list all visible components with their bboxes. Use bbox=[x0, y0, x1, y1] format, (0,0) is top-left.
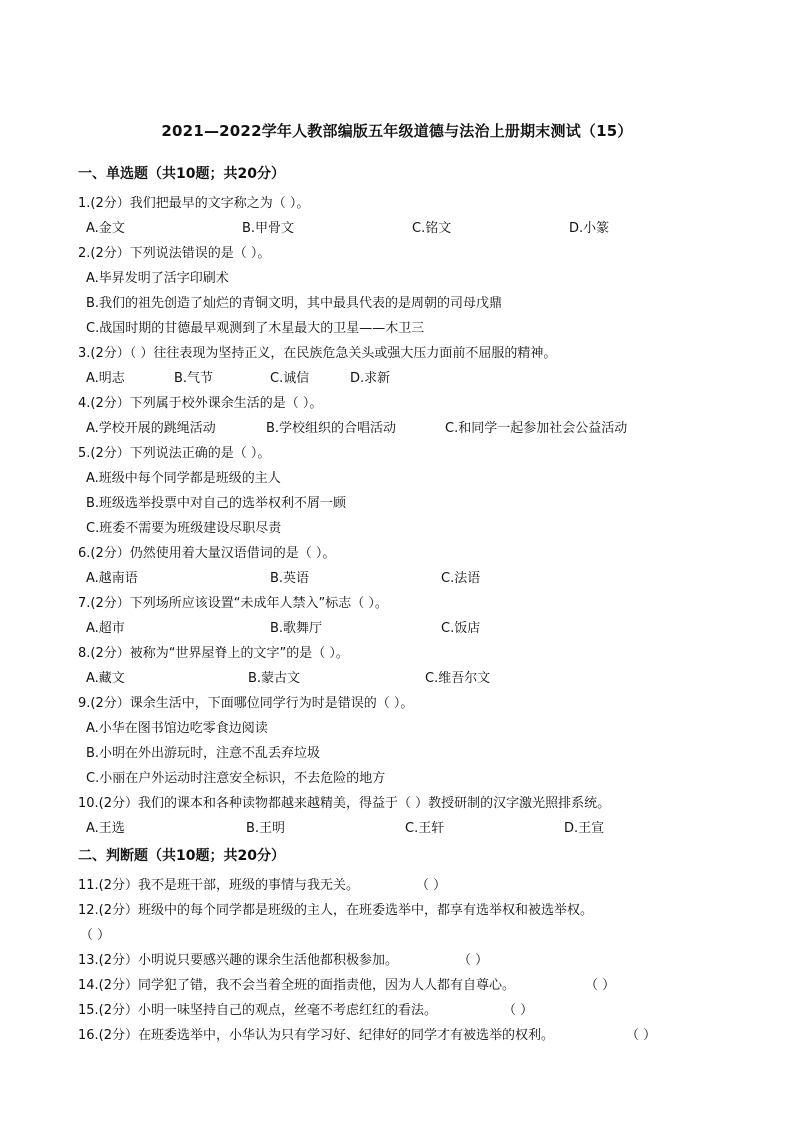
section-heading-single-choice: 一、单选题（共10题；共20分） bbox=[78, 166, 285, 182]
question-10-option-b: B.王明 bbox=[246, 821, 286, 836]
question-9-option-a: A.小华在图书馆边吃零食边阅读 bbox=[86, 721, 268, 736]
question-13-answer-blank: （ ） bbox=[458, 953, 489, 968]
question-5-stem: 5.(2分）下列说法正确的是（ ）。 bbox=[78, 446, 271, 461]
question-14-stem: 14.(2分）同学犯了错，我不会当着全班的面指责他，因为人人都有自尊心。 bbox=[78, 978, 516, 993]
question-8-stem: 8.(2分）被称为“世界屋脊上的文字”的是（ ）。 bbox=[78, 646, 349, 661]
question-9-stem: 9.(2分）课余生活中，下面哪位同学行为时是错误的（ ）。 bbox=[78, 696, 414, 711]
question-10-option-d: D.王宣 bbox=[564, 821, 605, 836]
question-2-option-c: C.战国时期的甘德最早观测到了木星最大的卫星——木卫三 bbox=[86, 321, 425, 336]
question-6-option-b: B.英语 bbox=[270, 571, 310, 586]
question-13-stem: 13.(2分）小明说只要感兴趣的课余生活他都积极参加。 bbox=[78, 953, 399, 968]
question-14-answer-blank: （ ） bbox=[585, 978, 616, 993]
question-6-option-a: A.越南语 bbox=[86, 571, 138, 586]
question-2-option-b: B.我们的祖先创造了灿烂的青铜文明，其中最具代表的是周朝的司母戊鼎 bbox=[86, 296, 503, 311]
question-16-answer-blank: （ ） bbox=[626, 1028, 657, 1043]
question-4-option-c: C.和同学一起参加社会公益活动 bbox=[445, 421, 628, 436]
page-title: 2021—2022学年人教部编版五年级道德与法治上册期末测试（15） bbox=[161, 122, 633, 140]
question-7-option-a: A.超市 bbox=[86, 621, 125, 636]
question-15-stem: 15.(2分）小明一味坚持自己的观点，丝毫不考虑红红的看法。 bbox=[78, 1003, 438, 1018]
question-3-option-a: A.明志 bbox=[86, 371, 125, 386]
question-4-option-b: B.学校组织的合唱活动 bbox=[266, 421, 397, 436]
question-1-option-d: D.小篆 bbox=[569, 221, 610, 236]
question-15-answer-blank: （ ） bbox=[503, 1003, 534, 1018]
question-1-option-c: C.铭文 bbox=[412, 221, 452, 236]
question-2-option-a: A.毕昇发明了活字印刷术 bbox=[86, 271, 229, 286]
section-heading-true-false: 二、判断题（共10题；共20分） bbox=[78, 848, 285, 864]
question-4-option-a: A.学校开展的跳绳活动 bbox=[86, 421, 216, 436]
question-3-stem: 3.(2分）（ ）往往表现为坚持正义，在民族危急关头或强大压力面前不屈服的精神。 bbox=[78, 346, 557, 361]
question-5-option-a: A.班级中每个同学都是班级的主人 bbox=[86, 471, 281, 486]
question-7-stem: 7.(2分）下列场所应该设置“未成年人禁入”标志（ ）。 bbox=[78, 596, 388, 611]
question-3-option-c: C.诚信 bbox=[270, 371, 310, 386]
question-7-option-c: C.饭店 bbox=[441, 621, 481, 636]
question-11-stem: 11.(2分）我不是班干部，班级的事情与我无关。 bbox=[78, 878, 360, 893]
question-3-option-d: D.求新 bbox=[350, 371, 391, 386]
question-1-stem: 1.(2分）我们把最早的文字称之为（ ）。 bbox=[78, 196, 310, 211]
question-3-option-b: B.气节 bbox=[174, 371, 214, 386]
question-7-option-b: B.歌舞厅 bbox=[270, 621, 323, 636]
question-8-option-a: A.藏文 bbox=[86, 671, 125, 686]
question-10-option-c: C.王轩 bbox=[405, 821, 445, 836]
question-12-stem: 12.(2分）班级中的每个同学都是班级的主人，在班委选举中，都享有选举权和被选举权。 bbox=[78, 903, 594, 918]
question-1-option-b: B.甲骨文 bbox=[242, 221, 295, 236]
question-6-stem: 6.(2分）仍然使用着大量汉语借词的是（ ）。 bbox=[78, 546, 336, 561]
question-12-answer-blank: （ ） bbox=[80, 928, 111, 943]
question-8-option-b: B.蒙古文 bbox=[248, 671, 301, 686]
question-8-option-c: C.维吾尔文 bbox=[425, 671, 491, 686]
question-4-stem: 4.(2分）下列属于校外课余生活的是（ ）。 bbox=[78, 396, 323, 411]
question-2-stem: 2.(2分）下列说法错误的是（ ）。 bbox=[78, 246, 271, 261]
question-11-answer-blank: （ ） bbox=[416, 878, 447, 893]
question-1-option-a: A.金文 bbox=[86, 221, 125, 236]
question-5-option-c: C.班委不需要为班级建设尽职尽责 bbox=[86, 521, 282, 536]
question-16-stem: 16.(2分）在班委选举中，小华认为只有学习好、纪律好的同学才有被选举的权利。 bbox=[78, 1028, 555, 1043]
question-6-option-c: C.法语 bbox=[441, 571, 481, 586]
question-5-option-b: B.班级选举投票中对自己的选举权利不屑一顾 bbox=[86, 496, 347, 511]
question-10-option-a: A.王选 bbox=[86, 821, 125, 836]
question-9-option-c: C.小丽在户外运动时注意安全标识，不去危险的地方 bbox=[86, 771, 386, 786]
question-9-option-b: B.小明在外出游玩时，注意不乱丢弃垃圾 bbox=[86, 746, 321, 761]
question-10-stem: 10.(2分）我们的课本和各种读物都越来越精美，得益于（ ）教授研制的汉字激光照排系统。 bbox=[78, 796, 611, 811]
